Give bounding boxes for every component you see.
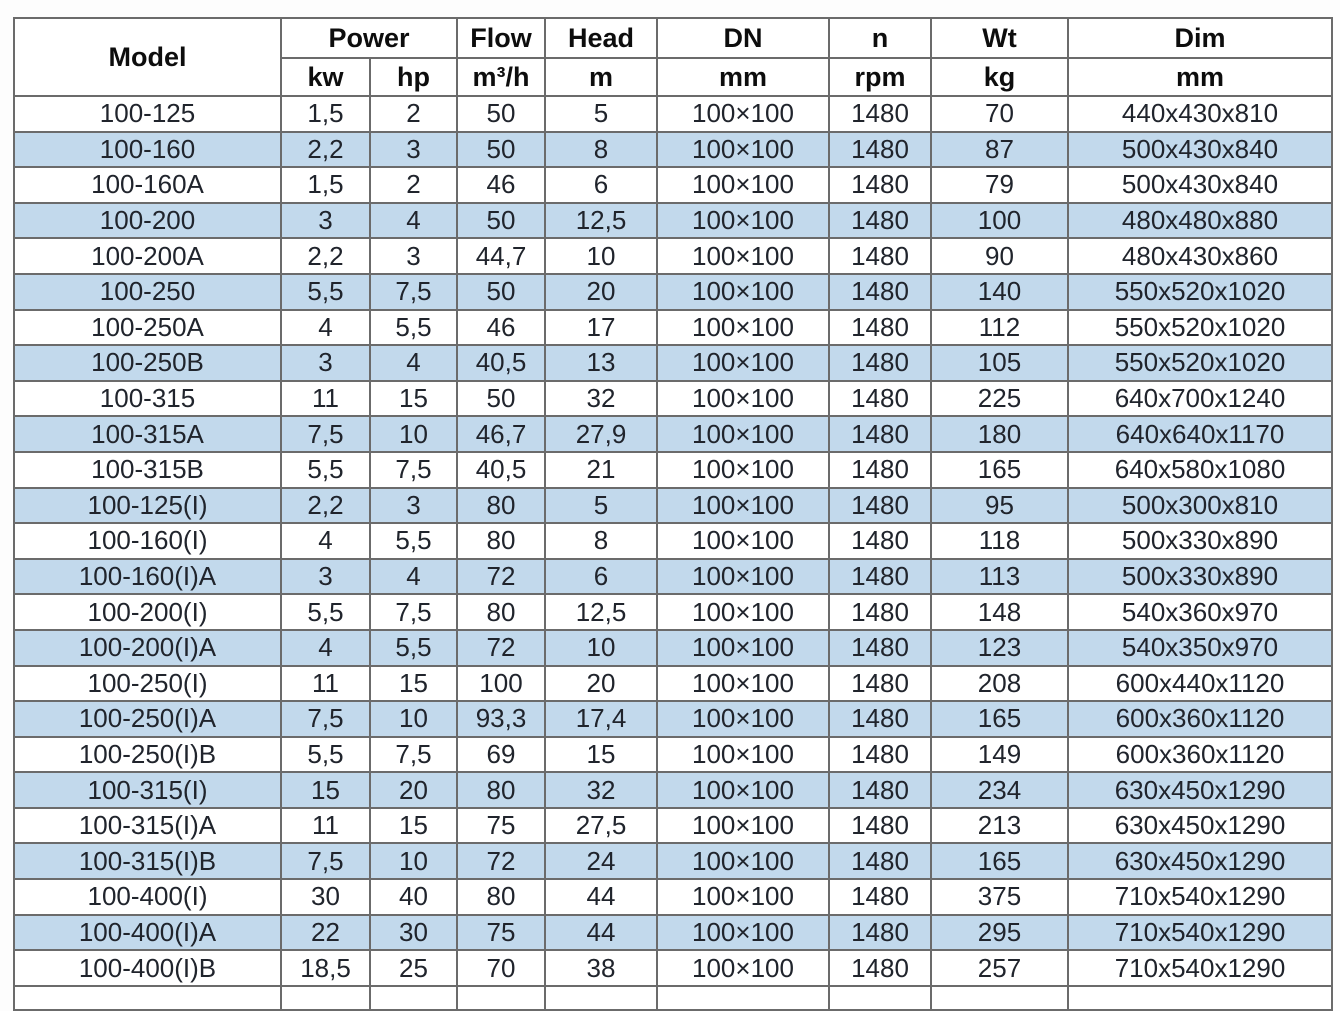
cell-head: 20 — [545, 274, 657, 310]
cell-hp: 3 — [370, 238, 457, 274]
cell-dim: 550x520x1020 — [1068, 345, 1332, 381]
cell-hp: 40 — [370, 879, 457, 915]
unit-header-flow: m³/h — [457, 58, 545, 96]
cell-wt: 208 — [931, 666, 1068, 702]
cell-n: 1480 — [829, 630, 931, 666]
cell-wt: 123 — [931, 630, 1068, 666]
cell-flow: 40,5 — [457, 452, 545, 488]
cell-flow: 72 — [457, 559, 545, 595]
cell-model: 100-400(I)B — [14, 950, 281, 986]
cell-hp: 5,5 — [370, 310, 457, 346]
cell-wt: 149 — [931, 737, 1068, 773]
cell-dn: 100×100 — [657, 132, 829, 168]
cell-wt: 165 — [931, 843, 1068, 879]
col-header-n: n — [829, 18, 931, 58]
cell-dn: 100×100 — [657, 594, 829, 630]
cell-flow: 50 — [457, 203, 545, 239]
table-row — [14, 701, 1332, 737]
cell-dim: 640x700x1240 — [1068, 381, 1332, 417]
cell-kw: 4 — [281, 523, 370, 559]
cell-hp: 3 — [370, 488, 457, 524]
cell-dim: 500x330x890 — [1068, 523, 1332, 559]
cell-head: 38 — [545, 950, 657, 986]
cell-kw: 18,5 — [281, 950, 370, 986]
cell-hp: 7,5 — [370, 274, 457, 310]
cell-dn: 100×100 — [657, 843, 829, 879]
cell-dn: 100×100 — [657, 879, 829, 915]
table-row — [14, 772, 1332, 808]
cell-wt: 375 — [931, 879, 1068, 915]
cell-n: 1480 — [829, 167, 931, 203]
cell-n: 1480 — [829, 132, 931, 168]
unit-header-dn: mm — [657, 58, 829, 96]
cell-kw: 30 — [281, 879, 370, 915]
table-row — [14, 879, 1332, 915]
cell-n: 1480 — [829, 772, 931, 808]
cell-hp: 2 — [370, 167, 457, 203]
cell-dim: 710x540x1290 — [1068, 915, 1332, 951]
cell-kw: 5,5 — [281, 452, 370, 488]
cell-dim: 630x450x1290 — [1068, 808, 1332, 844]
cell-wt: 213 — [931, 808, 1068, 844]
cell-dn: 100×100 — [657, 238, 829, 274]
cell-model: 100-160 — [14, 132, 281, 168]
cell-dim: 630x450x1290 — [1068, 843, 1332, 879]
cell-hp: 2 — [370, 96, 457, 132]
cell-head: 8 — [545, 132, 657, 168]
cell-n: 1480 — [829, 381, 931, 417]
cell-wt: 234 — [931, 772, 1068, 808]
cell-hp: 5,5 — [370, 630, 457, 666]
clipped-cell — [545, 986, 657, 1010]
cell-wt: 165 — [931, 452, 1068, 488]
cell-dn: 100×100 — [657, 452, 829, 488]
cell-model: 100-250B — [14, 345, 281, 381]
cell-dim: 600x440x1120 — [1068, 666, 1332, 702]
cell-kw: 2,2 — [281, 488, 370, 524]
cell-n: 1480 — [829, 915, 931, 951]
table-row — [14, 630, 1332, 666]
clipped-cell — [457, 986, 545, 1010]
cell-head: 17 — [545, 310, 657, 346]
table-row — [14, 167, 1332, 203]
cell-dim: 710x540x1290 — [1068, 950, 1332, 986]
table-row — [14, 950, 1332, 986]
cell-dim: 500x300x810 — [1068, 488, 1332, 524]
cell-flow: 50 — [457, 96, 545, 132]
cell-head: 32 — [545, 381, 657, 417]
cell-dn: 100×100 — [657, 630, 829, 666]
cell-n: 1480 — [829, 345, 931, 381]
cell-wt: 257 — [931, 950, 1068, 986]
cell-dim: 640x580x1080 — [1068, 452, 1332, 488]
cell-flow: 80 — [457, 594, 545, 630]
cell-flow: 69 — [457, 737, 545, 773]
col-header-flow: Flow — [457, 18, 545, 58]
cell-wt: 87 — [931, 132, 1068, 168]
cell-flow: 72 — [457, 843, 545, 879]
cell-model: 100-315(I) — [14, 772, 281, 808]
cell-kw: 1,5 — [281, 96, 370, 132]
table-row — [14, 381, 1332, 417]
table-row — [14, 238, 1332, 274]
cell-dn: 100×100 — [657, 310, 829, 346]
cell-head: 5 — [545, 96, 657, 132]
cell-dn: 100×100 — [657, 488, 829, 524]
cell-model: 100-250(I)B — [14, 737, 281, 773]
cell-dim: 550x520x1020 — [1068, 274, 1332, 310]
cell-kw: 1,5 — [281, 167, 370, 203]
table-row — [14, 843, 1332, 879]
cell-dn: 100×100 — [657, 666, 829, 702]
cell-model: 100-315(I)B — [14, 843, 281, 879]
cell-dn: 100×100 — [657, 274, 829, 310]
cell-wt: 90 — [931, 238, 1068, 274]
cell-head: 15 — [545, 737, 657, 773]
table-row — [14, 488, 1332, 524]
cell-model: 100-200(I)A — [14, 630, 281, 666]
cell-flow: 46 — [457, 310, 545, 346]
cell-flow: 75 — [457, 808, 545, 844]
cell-wt: 95 — [931, 488, 1068, 524]
cell-hp: 4 — [370, 345, 457, 381]
cell-kw: 5,5 — [281, 274, 370, 310]
cell-hp: 5,5 — [370, 523, 457, 559]
cell-flow: 46 — [457, 167, 545, 203]
table-row — [14, 310, 1332, 346]
cell-dn: 100×100 — [657, 737, 829, 773]
cell-kw: 7,5 — [281, 843, 370, 879]
cell-hp: 7,5 — [370, 452, 457, 488]
cell-kw: 7,5 — [281, 416, 370, 452]
cell-head: 27,9 — [545, 416, 657, 452]
cell-n: 1480 — [829, 96, 931, 132]
table-row — [14, 559, 1332, 595]
cell-model: 100-315(I)A — [14, 808, 281, 844]
cell-head: 12,5 — [545, 594, 657, 630]
cell-head: 44 — [545, 915, 657, 951]
cell-n: 1480 — [829, 879, 931, 915]
pump-specification-table — [13, 17, 1333, 1011]
cell-model: 100-125 — [14, 96, 281, 132]
table-header — [14, 18, 1332, 96]
cell-model: 100-250(I) — [14, 666, 281, 702]
cell-dim: 480x480x880 — [1068, 203, 1332, 239]
cell-model: 100-250(I)A — [14, 701, 281, 737]
cell-head: 10 — [545, 238, 657, 274]
clipped-cell — [657, 986, 829, 1010]
cell-wt: 180 — [931, 416, 1068, 452]
unit-header-kw: kw — [281, 58, 370, 96]
unit-header-wt: kg — [931, 58, 1068, 96]
cell-model: 100-200 — [14, 203, 281, 239]
cell-hp: 15 — [370, 666, 457, 702]
cell-flow: 44,7 — [457, 238, 545, 274]
header-row-titles — [14, 18, 1332, 58]
cell-n: 1480 — [829, 488, 931, 524]
cell-kw: 5,5 — [281, 737, 370, 773]
cell-dim: 500x430x840 — [1068, 167, 1332, 203]
cell-n: 1480 — [829, 274, 931, 310]
pump-specification-table-wrap — [13, 17, 1333, 1011]
cell-flow: 70 — [457, 950, 545, 986]
cell-n: 1480 — [829, 452, 931, 488]
cell-wt: 165 — [931, 701, 1068, 737]
cell-dim: 550x520x1020 — [1068, 310, 1332, 346]
cell-model: 100-400(I)A — [14, 915, 281, 951]
cell-kw: 11 — [281, 666, 370, 702]
cell-hp: 4 — [370, 559, 457, 595]
table-row — [14, 274, 1332, 310]
cell-dim: 540x360x970 — [1068, 594, 1332, 630]
cell-hp: 15 — [370, 381, 457, 417]
cell-dim: 440x430x810 — [1068, 96, 1332, 132]
table-row — [14, 523, 1332, 559]
col-header-dn: DN — [657, 18, 829, 58]
cell-hp: 25 — [370, 950, 457, 986]
table-row — [14, 808, 1332, 844]
cell-hp: 10 — [370, 843, 457, 879]
table-row — [14, 345, 1332, 381]
unit-header-hp: hp — [370, 58, 457, 96]
table-row — [14, 416, 1332, 452]
cell-dim: 480x430x860 — [1068, 238, 1332, 274]
cell-model: 100-200(I) — [14, 594, 281, 630]
cell-kw: 4 — [281, 630, 370, 666]
unit-header-head: m — [545, 58, 657, 96]
cell-flow: 72 — [457, 630, 545, 666]
cell-flow: 100 — [457, 666, 545, 702]
cell-head: 24 — [545, 843, 657, 879]
cell-hp: 10 — [370, 416, 457, 452]
cell-n: 1480 — [829, 843, 931, 879]
cell-dim: 600x360x1120 — [1068, 701, 1332, 737]
cell-hp: 7,5 — [370, 594, 457, 630]
cell-kw: 3 — [281, 559, 370, 595]
cell-hp: 3 — [370, 132, 457, 168]
cell-dn: 100×100 — [657, 915, 829, 951]
cell-dn: 100×100 — [657, 701, 829, 737]
cell-head: 21 — [545, 452, 657, 488]
cell-flow: 80 — [457, 772, 545, 808]
cell-dim: 630x450x1290 — [1068, 772, 1332, 808]
cell-wt: 70 — [931, 96, 1068, 132]
cell-hp: 7,5 — [370, 737, 457, 773]
table-row — [14, 203, 1332, 239]
unit-header-n: rpm — [829, 58, 931, 96]
cell-model: 100-160(I) — [14, 523, 281, 559]
cell-dim: 500x330x890 — [1068, 559, 1332, 595]
cell-flow: 80 — [457, 879, 545, 915]
cell-wt: 105 — [931, 345, 1068, 381]
cell-hp: 4 — [370, 203, 457, 239]
cell-head: 12,5 — [545, 203, 657, 239]
cell-dim: 640x640x1170 — [1068, 416, 1332, 452]
cell-dn: 100×100 — [657, 167, 829, 203]
cell-dim: 710x540x1290 — [1068, 879, 1332, 915]
cell-model: 100-315A — [14, 416, 281, 452]
cell-flow: 50 — [457, 274, 545, 310]
cell-flow: 80 — [457, 488, 545, 524]
cell-model: 100-315 — [14, 381, 281, 417]
table-row — [14, 594, 1332, 630]
clipped-cell — [281, 986, 370, 1010]
cell-head: 20 — [545, 666, 657, 702]
cell-dn: 100×100 — [657, 559, 829, 595]
cell-n: 1480 — [829, 701, 931, 737]
cell-kw: 5,5 — [281, 594, 370, 630]
cell-head: 27,5 — [545, 808, 657, 844]
cell-n: 1480 — [829, 310, 931, 346]
cell-n: 1480 — [829, 950, 931, 986]
cell-wt: 113 — [931, 559, 1068, 595]
cell-dn: 100×100 — [657, 772, 829, 808]
cell-kw: 2,2 — [281, 238, 370, 274]
cell-n: 1480 — [829, 203, 931, 239]
clipped-cell — [829, 986, 931, 1010]
col-header-dim: Dim — [1068, 18, 1332, 58]
cell-wt: 295 — [931, 915, 1068, 951]
cell-dim: 540x350x970 — [1068, 630, 1332, 666]
cell-dn: 100×100 — [657, 203, 829, 239]
cell-head: 5 — [545, 488, 657, 524]
cell-hp: 20 — [370, 772, 457, 808]
cell-model: 100-200A — [14, 238, 281, 274]
cell-hp: 30 — [370, 915, 457, 951]
clipped-cell — [14, 986, 281, 1010]
table-row — [14, 915, 1332, 951]
cell-dn: 100×100 — [657, 381, 829, 417]
unit-header-dim: mm — [1068, 58, 1332, 96]
cell-dim: 500x430x840 — [1068, 132, 1332, 168]
table-row — [14, 452, 1332, 488]
cell-dim: 600x360x1120 — [1068, 737, 1332, 773]
cell-dn: 100×100 — [657, 416, 829, 452]
cell-kw: 11 — [281, 808, 370, 844]
cell-model: 100-250 — [14, 274, 281, 310]
cell-head: 44 — [545, 879, 657, 915]
cell-kw: 3 — [281, 203, 370, 239]
cell-dn: 100×100 — [657, 96, 829, 132]
cell-kw: 2,2 — [281, 132, 370, 168]
clipped-cell — [1068, 986, 1332, 1010]
cell-model: 100-315B — [14, 452, 281, 488]
table-row — [14, 666, 1332, 702]
cell-wt: 100 — [931, 203, 1068, 239]
cell-n: 1480 — [829, 559, 931, 595]
cell-flow: 50 — [457, 132, 545, 168]
cell-flow: 80 — [457, 523, 545, 559]
col-header-power: Power — [281, 18, 457, 58]
col-header-wt: Wt — [931, 18, 1068, 58]
cell-kw: 15 — [281, 772, 370, 808]
cell-head: 13 — [545, 345, 657, 381]
cell-model: 100-160A — [14, 167, 281, 203]
cell-wt: 140 — [931, 274, 1068, 310]
cell-dn: 100×100 — [657, 808, 829, 844]
cell-flow: 40,5 — [457, 345, 545, 381]
clipped-cell — [931, 986, 1068, 1010]
cell-head: 17,4 — [545, 701, 657, 737]
cell-wt: 148 — [931, 594, 1068, 630]
cell-head: 10 — [545, 630, 657, 666]
table-row — [14, 132, 1332, 168]
col-header-model: Model — [14, 18, 281, 96]
clipped-row — [14, 986, 1332, 1010]
cell-n: 1480 — [829, 666, 931, 702]
cell-kw: 7,5 — [281, 701, 370, 737]
clipped-cell — [370, 986, 457, 1010]
cell-n: 1480 — [829, 594, 931, 630]
cell-dn: 100×100 — [657, 950, 829, 986]
cell-wt: 79 — [931, 167, 1068, 203]
cell-head: 8 — [545, 523, 657, 559]
cell-hp: 10 — [370, 701, 457, 737]
cell-dn: 100×100 — [657, 523, 829, 559]
cell-flow: 46,7 — [457, 416, 545, 452]
cell-head: 6 — [545, 559, 657, 595]
table-body — [14, 96, 1332, 1010]
cell-kw: 3 — [281, 345, 370, 381]
cell-n: 1480 — [829, 737, 931, 773]
cell-flow: 75 — [457, 915, 545, 951]
cell-kw: 22 — [281, 915, 370, 951]
col-header-head: Head — [545, 18, 657, 58]
cell-model: 100-160(I)A — [14, 559, 281, 595]
cell-model: 100-125(I) — [14, 488, 281, 524]
cell-model: 100-250A — [14, 310, 281, 346]
cell-kw: 11 — [281, 381, 370, 417]
cell-head: 32 — [545, 772, 657, 808]
cell-flow: 93,3 — [457, 701, 545, 737]
cell-n: 1480 — [829, 523, 931, 559]
table-row — [14, 737, 1332, 773]
cell-wt: 118 — [931, 523, 1068, 559]
cell-wt: 112 — [931, 310, 1068, 346]
table-row — [14, 96, 1332, 132]
cell-wt: 225 — [931, 381, 1068, 417]
cell-head: 6 — [545, 167, 657, 203]
cell-n: 1480 — [829, 416, 931, 452]
cell-kw: 4 — [281, 310, 370, 346]
cell-flow: 50 — [457, 381, 545, 417]
cell-model: 100-400(I) — [14, 879, 281, 915]
cell-n: 1480 — [829, 808, 931, 844]
cell-dn: 100×100 — [657, 345, 829, 381]
cell-hp: 15 — [370, 808, 457, 844]
cell-n: 1480 — [829, 238, 931, 274]
